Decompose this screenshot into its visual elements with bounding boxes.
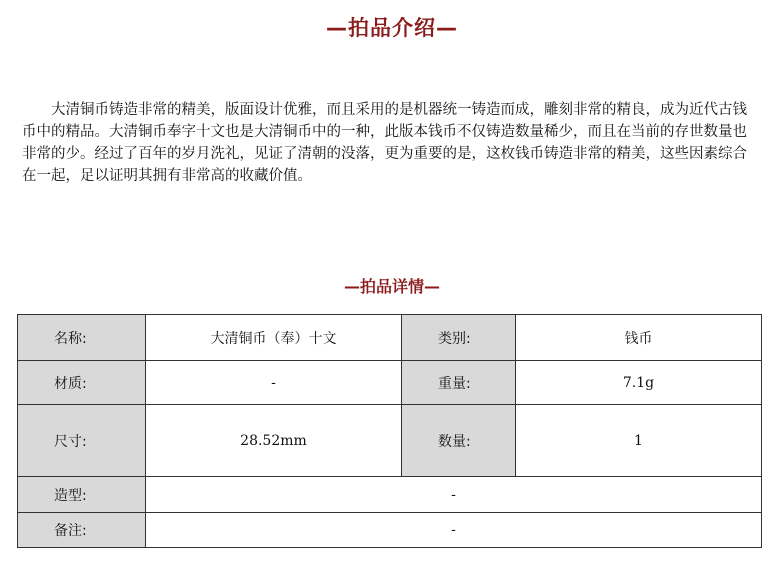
name-value: 大清铜币（奉）十文 — [146, 315, 402, 361]
material-label: 材质: — [18, 361, 146, 405]
name-label: 名称: — [18, 315, 146, 361]
shape-value: - — [146, 477, 762, 513]
table-row-shape — [18, 477, 762, 513]
size-label: 尺寸: — [18, 405, 146, 477]
quantity-value: 1 — [516, 405, 762, 477]
table-row-name-category — [18, 315, 762, 361]
note-label: 备注: — [18, 513, 146, 548]
shape-label: 造型: — [18, 477, 146, 513]
intro-title: —拍品介绍— — [326, 16, 458, 40]
category-label: 类别: — [402, 315, 516, 361]
quantity-label: 数量: — [402, 405, 516, 477]
material-value: - — [146, 361, 402, 405]
table-row-size-quantity — [18, 405, 762, 477]
details-table — [17, 314, 762, 548]
intro-paragraph: 大清铜币铸造非常的精美，版面设计优雅，而且采用的是机器统一铸造而成，雕刻非常的精良，成为近代古钱币中的精品。大清铜币奉字十文也是大清铜币中的一种，此版本钱币不仅铸造数量稀少，而且在当前的存世数量也非常的少。经过了百年的岁月洗礼，见证了清朝的没落，更为重要的是，这枚钱币铸造非常的精美，这些因素综合在一起，足以证明其拥有非常高的收藏价值。 — [22, 102, 747, 184]
weight-value: 7.1g — [516, 361, 762, 405]
category-value: 钱币 — [516, 315, 762, 361]
size-value: 28.52mm — [146, 405, 402, 477]
note-value: - — [146, 513, 762, 548]
weight-label: 重量: — [402, 361, 516, 405]
table-row-material-weight — [18, 361, 762, 405]
table-row-note — [18, 513, 762, 548]
details-title: —拍品详情— — [343, 277, 440, 296]
